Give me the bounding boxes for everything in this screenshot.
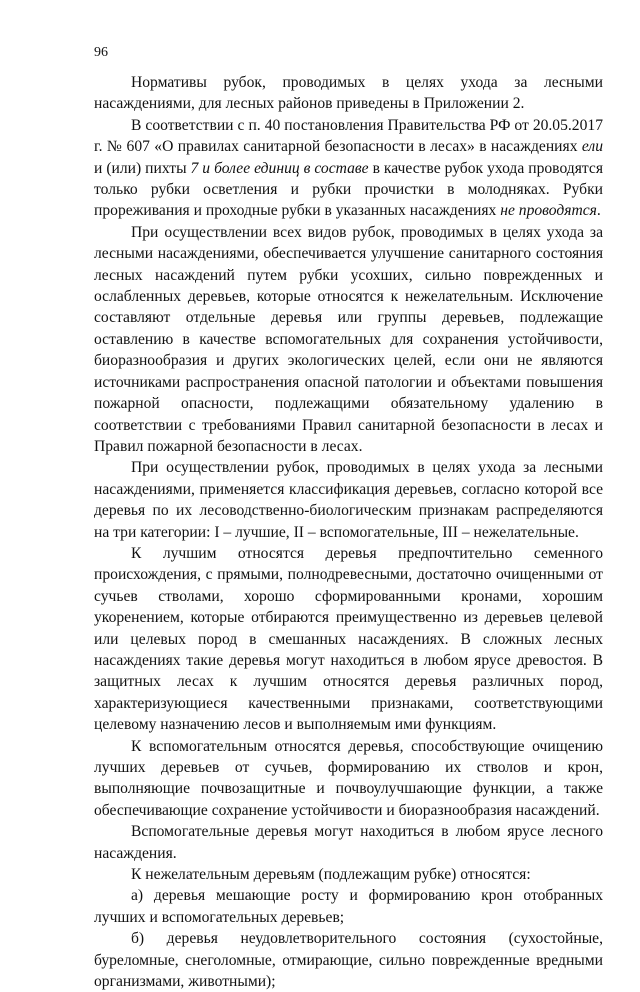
paragraph-text: б) деревья неудовлетворительного состояния (сухостойные, буреломные, снеголомные, отмирающие, сильно поврежденные вредными организмами, животными); <box>94 930 603 991</box>
paragraph-text: . <box>596 202 601 220</box>
paragraph <box>94 222 603 457</box>
paragraph-text: В соответствии с п. 40 постановления Правительства РФ от 20.05.2017 г. № 607 «О правилах санитарной безопасности в лесах» в насаждениях <box>94 116 603 156</box>
paragraph-text: и (или) пихты <box>94 159 191 177</box>
paragraph <box>94 457 603 543</box>
paragraph <box>94 543 603 736</box>
paragraph-text: К лучшим относятся деревья предпочтительно семенного происхождения, с прямыми, полнодревесными, достаточно очищенными от сучьев стволами, хорошо сформированными кронами, хорошим укоренением, которые отбираются преимущественно из деревьев целевой или целевых пород в смешанных насаждениях. В сложных лесных насаждениях такие деревья могут находиться в любом ярусе древостоя. В защитных лесах к лучшим относятся деревья различных пород, характеризующиеся качественными признаками, соответствующими целевому назначению лесов и выполняемым ими функциям. <box>94 544 603 734</box>
paragraph <box>94 736 603 822</box>
paragraph-text: Нормативы рубок, проводимых в целях ухода за лесными насаждениями, для лесных районов приведены в Приложении 2. <box>94 74 603 113</box>
paragraph-text: При осуществлении всех видов рубок, проводимых в целях ухода за лесными насаждениями, обеспечивается улучшение санитарного состояния лесных насаждений путем рубки усохших, сильно поврежденных и ослабленных деревьев, которые относятся к нежелательным. Исключение составляют отдельные деревья или группы деревьев, подлежащие оставлению в качестве вспомогательных для сохранения устойчивости, биоразнообразия и других экологических целей, если они не являются источниками распространения опасной патологии и объектами повышения пожарной опасности, подлежащими обязательному удалению в соответствии с требованиями Правил санитарной безопасности в лесах и Правил пожарной безопасности в лесах. <box>94 223 603 455</box>
document-body <box>94 72 603 992</box>
paragraph <box>94 885 603 928</box>
paragraph <box>94 821 603 864</box>
paragraph-text: а) деревья мешающие росту и формированию крон отобранных лучших и вспомогательных деревьев; <box>94 887 603 926</box>
paragraph-text: Вспомогательные деревья могут находиться в любом ярусе лесного насаждения. <box>94 823 603 862</box>
paragraph <box>94 115 603 222</box>
paragraph <box>94 864 603 885</box>
emphasis-text: ели <box>581 138 603 156</box>
page-number: 96 <box>94 45 108 60</box>
paragraph-text: При осуществлении рубок, проводимых в целях ухода за лесными насаждениями, применяется классификация деревьев, согласно которой все деревья по их лесоводственно-биологическим признакам распределяются на три категории: I – лучшие, II – вспомогательные, III – нежелательные. <box>94 459 603 541</box>
paragraph-text: К вспомогательным относятся деревья, способствующие очищению лучших деревьев от сучьев, формированию их стволов и крон, выполняющие почвозащитные и почвоулучшающие функции, а также обеспечивающие сохранение устойчивости и биоразнообразия насаждений. <box>94 737 603 819</box>
paragraph-text: К нежелательным деревьям (подлежащим рубке) относятся: <box>131 866 531 884</box>
paragraph <box>94 72 603 115</box>
emphasis-text: не проводятся <box>500 202 597 220</box>
paragraph-text: в качестве рубок ухода проводятся только рубки осветления и рубки прочистки в молодняках. Рубки прореживания и проходные рубки в указанных насаждениях <box>94 159 603 220</box>
paragraph <box>94 928 603 992</box>
emphasis-text: 7 и более единиц в составе <box>190 159 369 177</box>
